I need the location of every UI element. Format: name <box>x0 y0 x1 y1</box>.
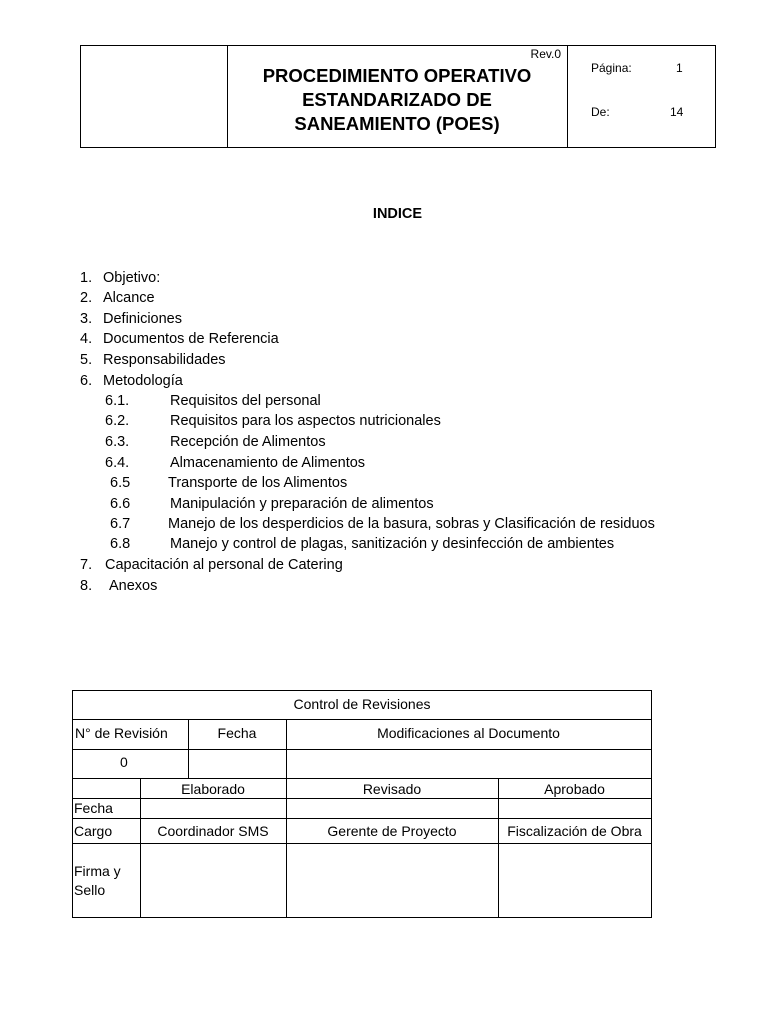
toc-item-label: Capacitación al personal de Catering <box>105 557 343 573</box>
reviewed-position: Gerente de Proyecto <box>327 823 457 839</box>
toc-item-number: 7. <box>80 557 93 573</box>
toc-item-number: 6.5 <box>110 475 131 491</box>
toc-item-label: Objetivo: <box>103 270 161 286</box>
toc-item-label: Documentos de Referencia <box>103 331 279 347</box>
toc-item-label: Requisitos para los aspectos nutricionales <box>170 413 441 429</box>
toc-item-number: 1. <box>80 270 93 286</box>
toc-item-number: 3. <box>80 311 93 327</box>
table-rule <box>73 778 651 779</box>
total-pages: 14 <box>670 105 684 119</box>
total-pages-label: De: <box>591 105 610 119</box>
page-label: Página: <box>591 61 632 75</box>
toc-item-label: Recepción de Alimentos <box>170 434 326 450</box>
toc-item-number: 8. <box>80 578 93 594</box>
revision-label: Rev.0 <box>530 47 561 61</box>
column-header-prepared: Elaborado <box>181 781 245 797</box>
column-header-date: Fecha <box>217 725 257 741</box>
toc-item-number: 5. <box>80 352 93 368</box>
document-header <box>80 45 716 148</box>
document-title-line: PROCEDIMIENTO OPERATIVO <box>262 65 532 86</box>
toc-item-label: Anexos <box>109 578 158 594</box>
toc-item-label: Metodología <box>103 373 183 389</box>
row-label-position: Cargo <box>74 823 113 839</box>
toc-item-number: 6.4. <box>105 455 130 471</box>
toc-item-label: Transporte de los Alimentos <box>168 475 348 491</box>
toc-item-number: 6.6 <box>110 496 131 512</box>
toc-item-label: Manejo y control de plagas, sanitización y desinfección de ambientes <box>170 536 615 552</box>
toc-item-label: Requisitos del personal <box>170 393 321 409</box>
row-label-signature: Firma y Sello <box>74 863 121 898</box>
table-rule <box>286 719 287 917</box>
table-rule <box>498 778 499 917</box>
table-rule <box>73 749 651 750</box>
revision-number: 0 <box>120 754 128 770</box>
table-rule <box>73 719 651 720</box>
document-title-line: ESTANDARIZADO DE <box>302 89 492 110</box>
toc-item-label: Manipulación y preparación de alimentos <box>170 496 434 512</box>
toc-item-number: 4. <box>80 331 93 347</box>
toc-item-label: Responsabilidades <box>103 352 226 368</box>
document-title-line: SANEAMIENTO (POES) <box>294 113 500 134</box>
column-header-revision: N° de Revisión <box>75 725 168 741</box>
toc-item-label: Almacenamiento de Alimentos <box>170 455 366 471</box>
index-title: INDICE <box>372 206 423 222</box>
toc-item-number: 6.7 <box>110 516 131 532</box>
column-header-reviewed: Revisado <box>362 781 422 797</box>
prepared-position: Coordinador SMS <box>157 823 269 839</box>
toc-item-number: 6.1. <box>105 393 130 409</box>
toc-item-number: 2. <box>80 290 93 306</box>
toc-item-number: 6. <box>80 373 93 389</box>
toc-item-number: 6.2. <box>105 413 130 429</box>
table-rule <box>140 778 141 917</box>
column-header-modifications: Modificaciones al Documento <box>377 725 560 741</box>
document-title <box>228 64 566 136</box>
page-number: 1 <box>676 61 683 75</box>
row-label-date: Fecha <box>74 800 113 816</box>
toc-item-label: Alcance <box>103 290 155 306</box>
toc-item-number: 6.3. <box>105 434 130 450</box>
toc-item-label: Manejo de los desperdicios de la basura, sobras y Clasificación de residuos <box>168 516 655 532</box>
toc-item-label: Definiciones <box>103 311 182 327</box>
table-title: Control de Revisiones <box>293 696 431 712</box>
table-rule <box>73 818 651 819</box>
approved-position: Fiscalización de Obra <box>507 823 642 839</box>
table-rule <box>73 843 651 844</box>
header-divider <box>567 46 568 147</box>
toc-item-number: 6.8 <box>110 536 131 552</box>
revision-control-table <box>72 690 652 918</box>
table-rule <box>73 798 651 799</box>
column-header-approved: Aprobado <box>544 781 605 797</box>
